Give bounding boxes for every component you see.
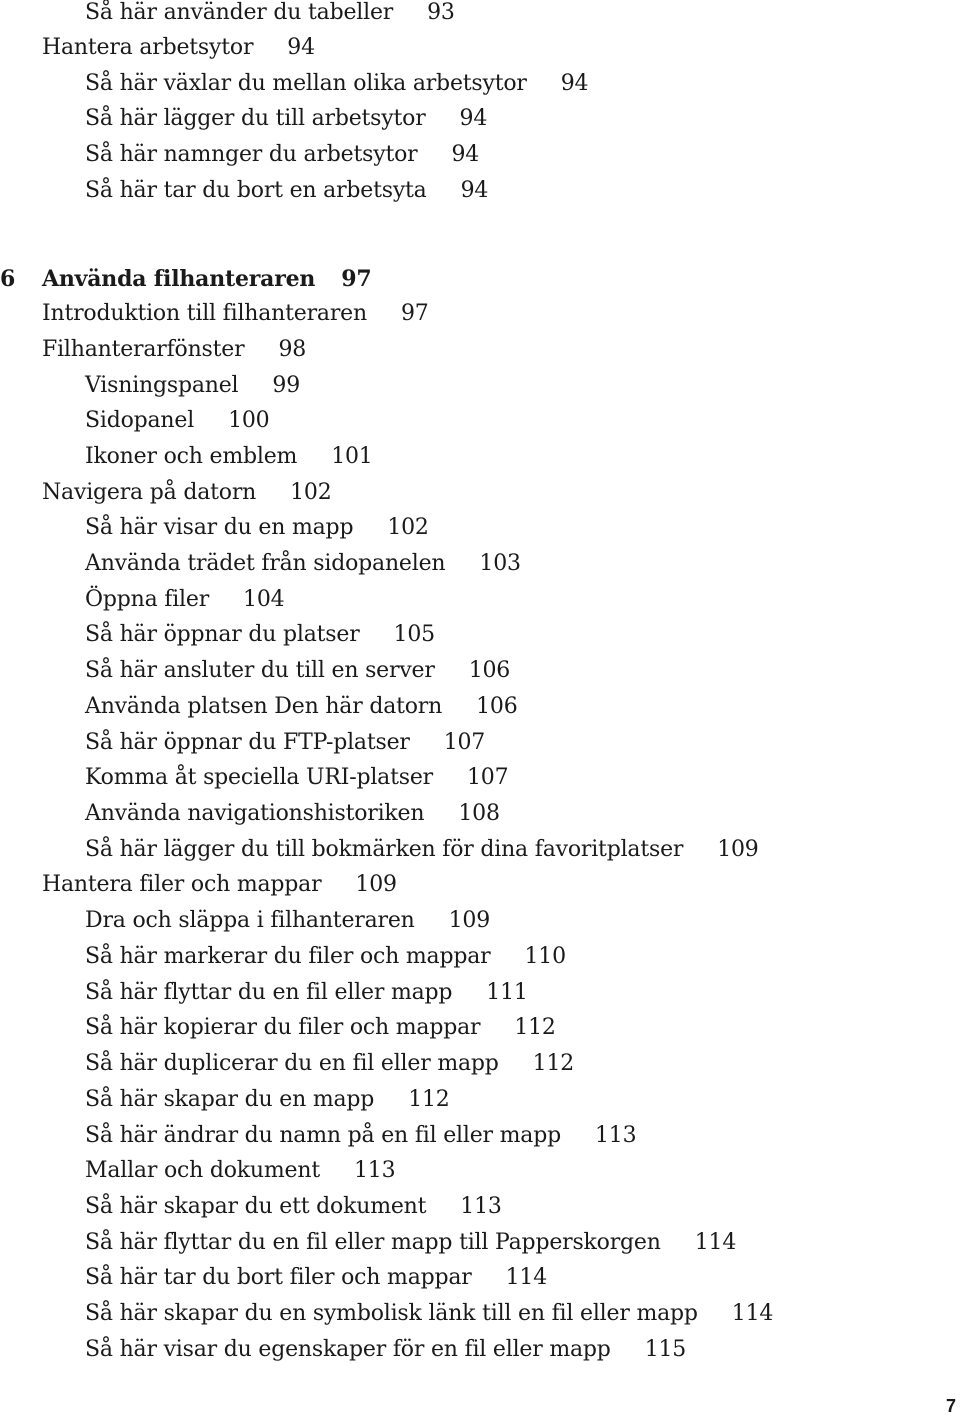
toc-entry	[85, 178, 488, 204]
toc-entry	[42, 35, 315, 61]
toc-entry	[85, 1194, 502, 1220]
toc-entry	[85, 1087, 450, 1113]
toc-entry-title: Hantera filer och mappar	[42, 872, 322, 897]
toc-entry-title: Så här öppnar du FTP-platser	[85, 730, 410, 755]
toc-entry-page: 100	[228, 408, 270, 433]
toc-entry-title: Så här växlar du mellan olika arbetsytor	[85, 71, 527, 96]
toc-entry-page: 102	[290, 480, 332, 505]
toc-entry-page: 113	[354, 1158, 396, 1183]
toc-entry-title: Mallar och dokument	[85, 1158, 320, 1183]
toc-entry	[85, 1301, 773, 1327]
toc-entry	[85, 730, 485, 756]
toc-entry	[42, 337, 306, 363]
toc-entry	[42, 480, 332, 506]
toc-entry-page: 113	[595, 1123, 637, 1148]
toc-entry	[85, 551, 521, 577]
toc-entry-page: 106	[476, 694, 518, 719]
toc-entry-title: Introduktion till filhanteraren	[42, 301, 367, 326]
toc-entry-title: Så här tar du bort filer och mappar	[85, 1265, 472, 1290]
toc-entry-title: Så här duplicerar du en fil eller mapp	[85, 1051, 499, 1076]
toc-entry-page: 99	[272, 373, 301, 398]
toc-entry-title: Dra och släppa i filhanteraren	[85, 908, 415, 933]
toc-entry-page: 115	[644, 1337, 687, 1362]
toc-entry-page: 112	[532, 1051, 575, 1076]
toc-entry-page: 109	[355, 872, 397, 897]
chapter-title: Använda filhanteraren	[42, 266, 316, 292]
toc-entry-page: 94	[287, 35, 315, 60]
toc-entry-page: 97	[400, 301, 429, 326]
toc-entry-page: 98	[278, 337, 307, 362]
toc-entry	[85, 1337, 686, 1363]
toc-entry-title: Komma åt speciella URI-platser	[85, 765, 433, 790]
toc-entry-page: 101	[331, 444, 373, 469]
toc-entry-title: Så här lägger du till bokmärken för dina favoritplatser	[85, 837, 684, 862]
chapter-number: 6	[0, 266, 16, 292]
toc-entry-title: Hantera arbetsytor	[42, 35, 254, 60]
toc-entry-page: 104	[243, 587, 285, 612]
toc-entry-page: 111	[486, 980, 528, 1005]
toc-entry-title: Så här visar du egenskaper för en fil eller mapp	[85, 1337, 611, 1362]
toc-entry-title: Så här namnger du arbetsytor	[85, 142, 418, 167]
toc-entry	[85, 765, 508, 791]
toc-entry	[85, 71, 588, 97]
toc-entry	[42, 872, 397, 898]
toc-entry-page: 109	[448, 908, 491, 933]
toc-entry	[85, 622, 435, 648]
toc-entry-title: Visningspanel	[85, 373, 239, 398]
toc-entry-title: Ikoner och emblem	[85, 444, 298, 469]
toc-entry-page: 105	[393, 622, 435, 647]
toc-entry-title: Så här skapar du en mapp	[85, 1087, 375, 1112]
toc-entry	[85, 1051, 574, 1077]
toc-entry-title: Så här tar du bort en arbetsyta	[85, 178, 427, 203]
toc-entry	[85, 515, 429, 541]
toc-entry	[85, 908, 490, 934]
toc-entry-page: 109	[717, 837, 759, 862]
toc-entry	[85, 694, 518, 720]
toc-entry-title: Navigera på datorn	[42, 480, 257, 505]
toc-entry	[85, 837, 759, 863]
toc-entry-title: Använda trädet från sidopanelen	[85, 551, 446, 576]
toc-entry	[85, 1158, 395, 1184]
toc-entry	[42, 301, 429, 327]
toc-entry-page: 94	[459, 106, 488, 131]
toc-entry-title: Sidopanel	[85, 408, 195, 433]
toc-entry	[85, 0, 455, 26]
toc-entry-page: 103	[479, 551, 521, 576]
toc-entry-page: 102	[387, 515, 429, 540]
toc-entry	[85, 1265, 547, 1291]
toc-entry-page: 94	[560, 71, 589, 96]
page-number: 7	[945, 1396, 956, 1416]
toc-entry-title: Så här kopierar du filer och mappar	[85, 1015, 481, 1040]
toc-entry-page: 114	[731, 1301, 774, 1326]
toc-entry-title: Öppna filer	[85, 587, 210, 612]
toc-entry-title: Så här flyttar du en fil eller mapp till Papperskorgen	[85, 1230, 661, 1255]
toc-entry-page: 108	[458, 801, 500, 826]
toc-entry-page: 107	[443, 730, 486, 755]
toc-entry	[85, 444, 373, 470]
toc-entry-title: Så här flyttar du en fil eller mapp	[85, 980, 453, 1005]
toc-entry	[85, 944, 566, 970]
toc-entry-page: 114	[505, 1265, 548, 1290]
chapter-heading	[0, 266, 371, 292]
toc-entry-page: 107	[466, 765, 509, 790]
toc-entry	[85, 587, 284, 613]
toc-entry-title: Så här öppnar du platser	[85, 622, 360, 647]
toc-entry	[85, 373, 300, 399]
toc-entry	[85, 801, 500, 827]
toc-entry-title: Så här skapar du ett dokument	[85, 1194, 427, 1219]
toc-entry	[85, 1015, 556, 1041]
toc-entry	[85, 658, 510, 684]
toc-entry-title: Använda platsen Den här datorn	[85, 694, 443, 719]
chapter-page: 97	[341, 266, 372, 292]
toc-entry-page: 106	[468, 658, 511, 683]
toc-entry-page: 93	[427, 0, 455, 25]
toc-entry-page: 113	[460, 1194, 502, 1219]
toc-entry	[85, 106, 487, 132]
toc-entry	[85, 980, 528, 1006]
toc-entry-page: 112	[514, 1015, 556, 1040]
toc-entry	[85, 142, 479, 168]
toc-entry-page: 94	[460, 178, 489, 203]
toc-entry-title: Filhanterarfönster	[42, 337, 245, 362]
toc-entry-title: Så här markerar du filer och mappar	[85, 944, 491, 969]
toc-entry-page: 110	[524, 944, 566, 969]
toc-entry-title: Så här visar du en mapp	[85, 515, 354, 540]
toc-entry	[85, 408, 269, 434]
toc-entry-title: Så här skapar du en symbolisk länk till en fil eller mapp	[85, 1301, 698, 1326]
toc-entry-page: 94	[451, 142, 480, 167]
toc-entry-page: 114	[694, 1230, 737, 1255]
toc-entry-title: Använda navigationshistoriken	[85, 801, 425, 826]
toc-entry-title: Så här ändrar du namn på en fil eller mapp	[85, 1123, 561, 1148]
toc-entry	[85, 1123, 636, 1149]
toc-entry-title: Så här ansluter du till en server	[85, 658, 435, 683]
toc-entry-page: 112	[408, 1087, 450, 1112]
toc-entry-title: Så här använder du tabeller	[85, 0, 394, 25]
toc-entry-title: Så här lägger du till arbetsytor	[85, 106, 426, 131]
toc-entry	[85, 1230, 736, 1256]
